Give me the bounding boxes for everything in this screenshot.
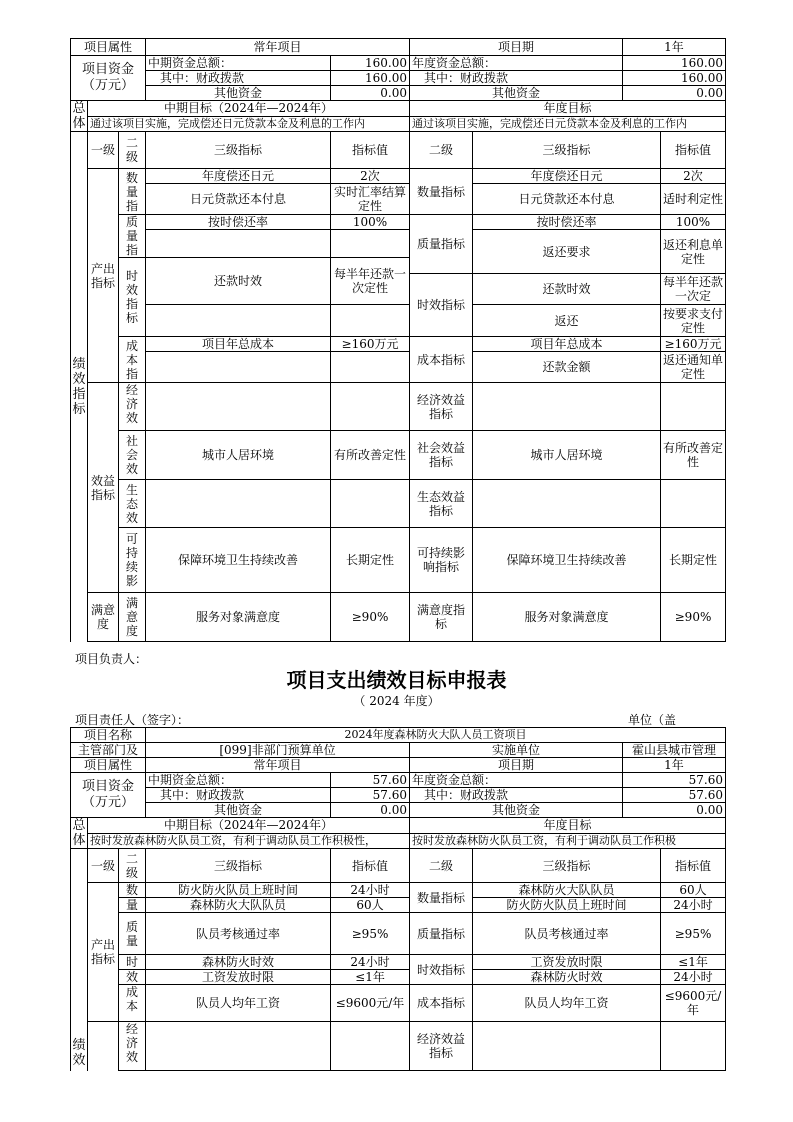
performance-table-1	[70, 38, 726, 642]
soc-a3: 城市人居环境	[146, 431, 331, 480]
annual-fiscal: 160.00	[623, 71, 726, 86]
mid-other-label-2: 其他资金	[146, 803, 331, 818]
h-value-right: 指标值	[661, 132, 726, 169]
fund-label: 项目资金（万元）	[71, 56, 146, 101]
h2-level3-right: 三级指标	[473, 849, 661, 883]
cost2-r2: 成本指标	[410, 985, 473, 1022]
unit-label: 单位（盖	[628, 713, 677, 727]
sat-a3: 服务对象满意度	[146, 593, 331, 642]
h2-level3: 三级指标	[146, 849, 331, 883]
qty-b3: 日元贷款还本付息	[146, 184, 331, 215]
responsible-person-label: 项目责任人（签字）：	[75, 713, 190, 727]
annual-total-label-2: 年度资金总额：	[410, 773, 623, 788]
time2-r2: 时效指标	[410, 955, 473, 985]
sus-r2: 可持续影响指标	[410, 528, 473, 593]
mid-total-label-2: 中期资金总额：	[146, 773, 331, 788]
period-label: 项目期	[410, 39, 623, 56]
qual-r2: 质量指标	[410, 215, 473, 274]
econ2-r3	[473, 1022, 661, 1071]
annual-fiscal-label: 其中：财政拨款	[410, 71, 623, 86]
h-level3-right: 三级指标	[473, 132, 661, 169]
output-label: 产出指标	[88, 169, 119, 383]
perf-label-2: 绩效	[71, 849, 88, 1071]
qual2-av: ≥95%	[331, 913, 410, 955]
sat-level2: 满意度	[119, 593, 146, 642]
qty-rb3: 日元贷款还本付息	[473, 184, 661, 215]
annual-total-label: 年度资金总额：	[410, 56, 623, 71]
time2-rav: ≤1年	[661, 955, 726, 970]
qty2-rb3: 防火防火队员上班时间	[473, 898, 661, 913]
overall-goal-label-2: 总体	[72, 818, 86, 848]
h-level2-right: 二级	[410, 132, 473, 169]
time2-av: 24小时	[331, 955, 410, 970]
qty2-bv: 60人	[331, 898, 410, 913]
annual-goal-text-2: 按时发放森林防火队员工资，有利于调动队员工作积极	[410, 833, 726, 849]
impl-label: 实施单位	[410, 743, 623, 758]
mid-fiscal-label-2: 其中：财政拨款	[146, 788, 331, 803]
qty-rbv: 适时利定性	[661, 184, 726, 215]
h-level3: 三级指标	[146, 132, 331, 169]
time-rb3: 返还	[473, 305, 661, 337]
qty2-b3: 森林防火大队队员	[146, 898, 331, 913]
sat-av: ≥90%	[331, 593, 410, 642]
annual-goal-label-2: 年度目标	[410, 818, 726, 834]
econ-3	[146, 383, 331, 431]
cost-rb3: 还款金额	[473, 352, 661, 383]
time-rbv: 按要求支付定性	[661, 305, 726, 337]
qual2-r3: 队员考核通过率	[473, 913, 661, 955]
period-value: 1年	[623, 39, 726, 56]
h2-level2: 二级	[119, 849, 146, 883]
qty2-a3: 防火防火队员上班时间	[146, 883, 331, 898]
annual-total-2: 57.60	[623, 773, 726, 788]
cost-rbv: 返还通知单定性	[661, 352, 726, 383]
qual-label: 质量指	[119, 215, 146, 258]
cost2-r3: 队员人均年工资	[473, 985, 661, 1022]
impl-value: 霍山县城市管理	[623, 743, 726, 758]
qual-blank-v	[331, 230, 410, 258]
output-label-2: 产出指标	[88, 883, 119, 1022]
econ-rv	[661, 383, 726, 431]
overall-goal-label: 总体	[72, 101, 86, 131]
eco-rv	[661, 480, 726, 528]
qty-bv: 实时汇率结算定性	[331, 184, 410, 215]
performance-table-2	[70, 727, 726, 1071]
soc-rv: 有所改善定性	[661, 431, 726, 480]
cost-blank-v	[331, 352, 410, 383]
page-title: 项目支出绩效目标申报表	[286, 668, 507, 692]
mid-fiscal: 160.00	[331, 71, 410, 86]
qual2-rv: ≥95%	[661, 913, 726, 955]
h2-value: 指标值	[331, 849, 410, 883]
econ-label: 经济效	[119, 383, 146, 431]
time2-a: 时	[119, 955, 146, 970]
annual-goal-text: 通过该项目实施，完成偿还日元贷款本金及利息的工作内	[410, 116, 726, 132]
qty2-b: 量	[119, 898, 146, 913]
attr-label-2: 项目属性	[71, 758, 146, 773]
time2-b: 效	[119, 970, 146, 985]
mid-total-label: 中期资金总额：	[146, 56, 331, 71]
time-rav: 每半年还款一次定	[661, 274, 726, 305]
sus-rv: 长期定性	[661, 528, 726, 593]
annual-other-2: 0.00	[623, 803, 726, 818]
h2-value-right: 指标值	[661, 849, 726, 883]
econ-v	[331, 383, 410, 431]
eco-r2: 生态效益指标	[410, 480, 473, 528]
soc-r3: 城市人居环境	[473, 431, 661, 480]
qty2-a: 数	[119, 883, 146, 898]
mid-other-label: 其他资金	[146, 86, 331, 101]
cost-label: 成本指	[119, 337, 146, 383]
time2-rbv: 24小时	[661, 970, 726, 985]
qual-rav: 100%	[661, 215, 726, 230]
fund-label-2: 项目资金（万元）	[71, 773, 146, 818]
cost-rav: ≥160万元	[661, 337, 726, 352]
benefit-blank-2	[88, 1022, 119, 1071]
qual-rb3: 返还要求	[473, 230, 661, 274]
annual-total: 160.00	[623, 56, 726, 71]
qty2-rbv: 24小时	[661, 898, 726, 913]
h2-level1: 一级	[88, 849, 119, 883]
econ-r3	[473, 383, 661, 431]
soc-r2: 社会效益指标	[410, 431, 473, 480]
econ2-rv	[661, 1022, 726, 1071]
qual-rbv: 返还利息单定性	[661, 230, 726, 274]
h-level2: 二级	[119, 132, 146, 169]
qual2-r2: 质量指标	[410, 913, 473, 955]
qual-ra3: 按时偿还率	[473, 215, 661, 230]
time2-bv: ≤1年	[331, 970, 410, 985]
qty2-av: 24小时	[331, 883, 410, 898]
qual-a3: 按时偿还率	[146, 215, 331, 230]
time-ra3: 还款时效	[473, 274, 661, 305]
qty2-r2: 数量指标	[410, 883, 473, 913]
sus-r3: 保障环境卫生持续改善	[473, 528, 661, 593]
project-leader-label: 项目负责人：	[75, 652, 148, 666]
name-value: 2024年度森林防火大队人员工资项目	[146, 728, 726, 743]
qty-r2: 数量指标	[410, 169, 473, 215]
annual-goal-label: 年度目标	[410, 101, 726, 117]
benefit-label: 效益指标	[88, 383, 119, 593]
qual-av: 100%	[331, 215, 410, 230]
qty-a3: 年度偿还日元	[146, 169, 331, 184]
econ2-3	[146, 1022, 331, 1071]
soc-av: 有所改善定性	[331, 431, 410, 480]
cost2-label: 成本	[119, 985, 146, 1022]
h-value: 指标值	[331, 132, 410, 169]
cost-a3: 项目年总成本	[146, 337, 331, 352]
mid-other: 0.00	[331, 86, 410, 101]
period-label-2: 项目期	[410, 758, 623, 773]
qty-ra3: 年度偿还日元	[473, 169, 661, 184]
cost2-rv: ≤9600元/年	[661, 985, 726, 1022]
qty-label: 数量指	[119, 169, 146, 215]
soc-label: 社会效	[119, 431, 146, 480]
econ2-v	[331, 1022, 410, 1071]
h-level1: 一级	[88, 132, 119, 169]
mid-goal-text-2: 按时发放森林防火队员工资，有利于调动队员工作积极性，	[88, 833, 410, 849]
mid-fiscal-label: 其中：财政拨款	[146, 71, 331, 86]
mid-goal-text: 通过该项目实施，完成偿还日元贷款本金及利息的工作内	[88, 116, 410, 132]
econ2-label: 经济效	[119, 1022, 146, 1071]
time-av: 每半年还款一次定性	[331, 258, 410, 305]
cost-av: ≥160万元	[331, 337, 410, 352]
time2-ra3: 工资发放时限	[473, 955, 661, 970]
attr-value-2: 常年项目	[146, 758, 410, 773]
sat-rv: ≥90%	[661, 593, 726, 642]
cost2-a3: 队员人均年工资	[146, 985, 331, 1022]
time2-b3: 工资发放时限	[146, 970, 331, 985]
h2-level2-right: 二级	[410, 849, 473, 883]
qual2-a3: 队员考核通过率	[146, 913, 331, 955]
qty2-rav: 60人	[661, 883, 726, 898]
econ2-r2: 经济效益指标	[410, 1022, 473, 1071]
attr-label: 项目属性	[71, 39, 146, 56]
qual2-label: 质量	[119, 913, 146, 955]
name-label: 项目名称	[71, 728, 146, 743]
qty-rav: 2次	[661, 169, 726, 184]
annual-other-label: 其他资金	[410, 86, 623, 101]
mid-fiscal-2: 57.60	[331, 788, 410, 803]
eco-label: 生态效	[119, 480, 146, 528]
econ-r2: 经济效益指标	[410, 383, 473, 431]
time2-rb3: 森林防火时效	[473, 970, 661, 985]
time-r2: 时效指标	[410, 274, 473, 337]
qual-blank	[146, 230, 331, 258]
sat-level1: 满意度	[88, 593, 119, 642]
dept-value: [099]非部门预算单位	[146, 743, 410, 758]
qty2-ra3: 森林防火大队队员	[473, 883, 661, 898]
sus-av: 长期定性	[331, 528, 410, 593]
sus-label: 可持续影	[119, 528, 146, 593]
annual-other: 0.00	[623, 86, 726, 101]
time2-a3: 森林防火时效	[146, 955, 331, 970]
report-year: （ 2024 年度）	[353, 694, 440, 708]
mid-goal-label: 中期目标（2024年—2024年）	[88, 101, 410, 117]
cost-blank	[146, 352, 331, 383]
eco-r3	[473, 480, 661, 528]
eco-3	[146, 480, 331, 528]
sus-a3: 保障环境卫生持续改善	[146, 528, 331, 593]
eco-v	[331, 480, 410, 528]
mid-total-2: 57.60	[331, 773, 410, 788]
cost-ra3: 项目年总成本	[473, 337, 661, 352]
cost2-av: ≤9600元/年	[331, 985, 410, 1022]
time-blank	[146, 305, 331, 337]
annual-fiscal-2: 57.60	[623, 788, 726, 803]
dept-label: 主管部门及	[71, 743, 146, 758]
time-label: 时效指标	[119, 258, 146, 337]
time-a3: 还款时效	[146, 258, 331, 305]
mid-total: 160.00	[331, 56, 410, 71]
mid-goal-label-2: 中期目标（2024年—2024年）	[88, 818, 410, 834]
sat-r2: 满意度指标	[410, 593, 473, 642]
attr-value: 常年项目	[146, 39, 410, 56]
sat-r3: 服务对象满意度	[473, 593, 661, 642]
annual-other-label-2: 其他资金	[410, 803, 623, 818]
perf-label: 绩效指标	[71, 132, 88, 642]
annual-fiscal-label-2: 其中：财政拨款	[410, 788, 623, 803]
qty-av: 2次	[331, 169, 410, 184]
mid-other-2: 0.00	[331, 803, 410, 818]
cost-r2: 成本指标	[410, 337, 473, 383]
period-value-2: 1年	[623, 758, 726, 773]
time-blank-v	[331, 305, 410, 337]
